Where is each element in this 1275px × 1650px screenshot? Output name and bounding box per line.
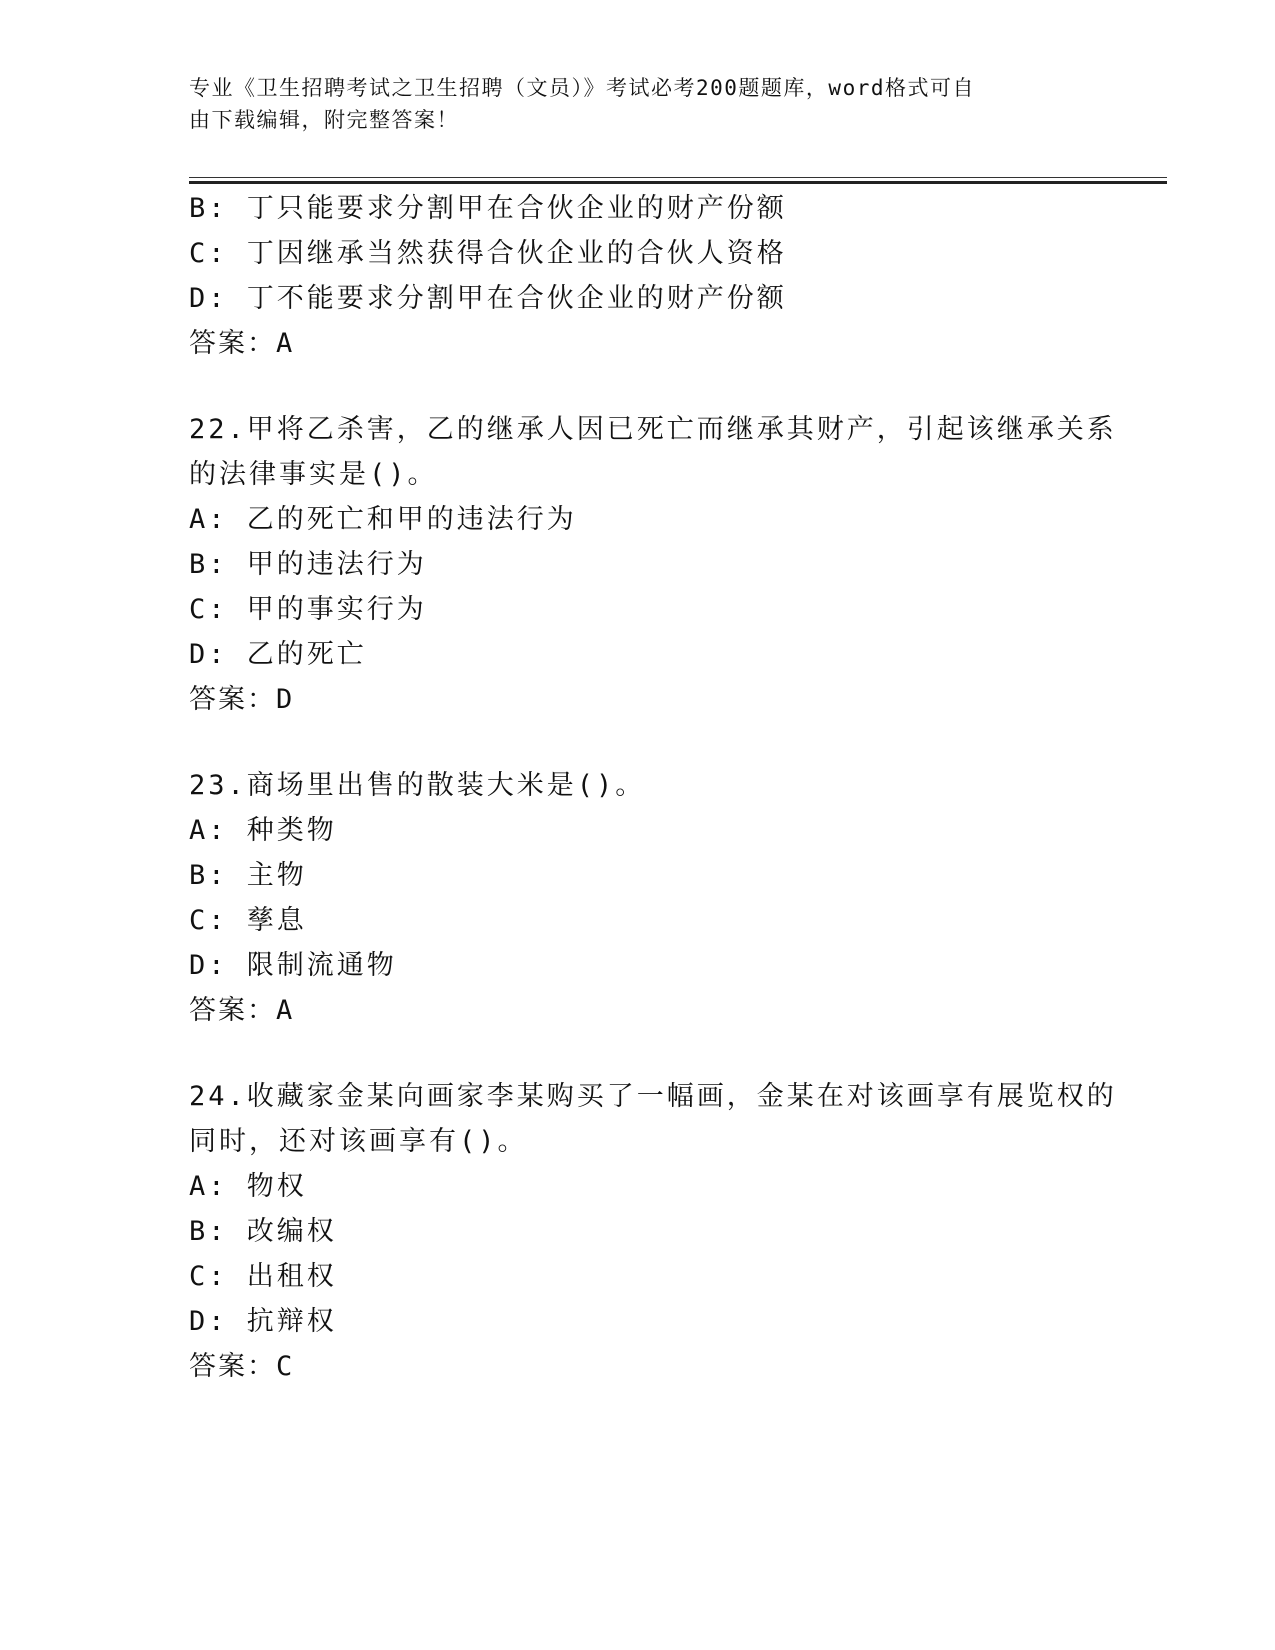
q22-answer: 答案：D [189,684,295,715]
header-rule-thick [189,181,1167,184]
prev-option-b: B: 丁只能要求分割甲在合伙企业的财产份额 [189,193,787,224]
header-rule-thin [189,177,1167,178]
q24-option-a: A: 物权 [189,1171,307,1202]
q23-stem-line-1: 23.商场里出售的散装大米是()。 [189,770,646,801]
q23-option-b: B: 主物 [189,860,307,891]
q24-option-c: C: 出租权 [189,1261,337,1292]
document-header [189,72,1089,136]
q22-option-b: B: 甲的违法行为 [189,549,427,580]
prev-option-c: C: 丁因继承当然获得合伙企业的合伙人资格 [189,238,787,269]
q24-option-d: D: 抗辩权 [189,1306,337,1337]
prev-answer: 答案：A [189,328,295,359]
q23-answer: 答案：A [189,995,295,1026]
q24-option-b: B: 改编权 [189,1216,337,1247]
q22-option-d: D: 乙的死亡 [189,639,367,670]
q22-stem-line-2: 的法律事实是()。 [189,459,438,490]
q24-stem-line-1: 24.收藏家金某向画家李某购买了一幅画，金某在对该画享有展览权的 [189,1081,1117,1112]
prev-option-d: D: 丁不能要求分割甲在合伙企业的财产份额 [189,283,787,314]
q24-answer: 答案：C [189,1351,295,1382]
q23-option-d: D: 限制流通物 [189,950,397,981]
q23-option-c: C: 孳息 [189,905,307,936]
q22-option-a: A: 乙的死亡和甲的违法行为 [189,504,577,535]
q22-option-c: C: 甲的事实行为 [189,594,427,625]
header-line-2: 由下载编辑，附完整答案！ [189,108,459,132]
q23-option-a: A: 种类物 [189,815,337,846]
q24-stem-line-2: 同时，还对该画享有()。 [189,1126,528,1157]
header-line-1: 专业《卫生招聘考试之卫生招聘（文员）》考试必考200题题库，word格式可自 [189,76,975,100]
q22-stem-line-1: 22.甲将乙杀害，乙的继承人因已死亡而继承其财产，引起该继承关系 [189,414,1117,445]
